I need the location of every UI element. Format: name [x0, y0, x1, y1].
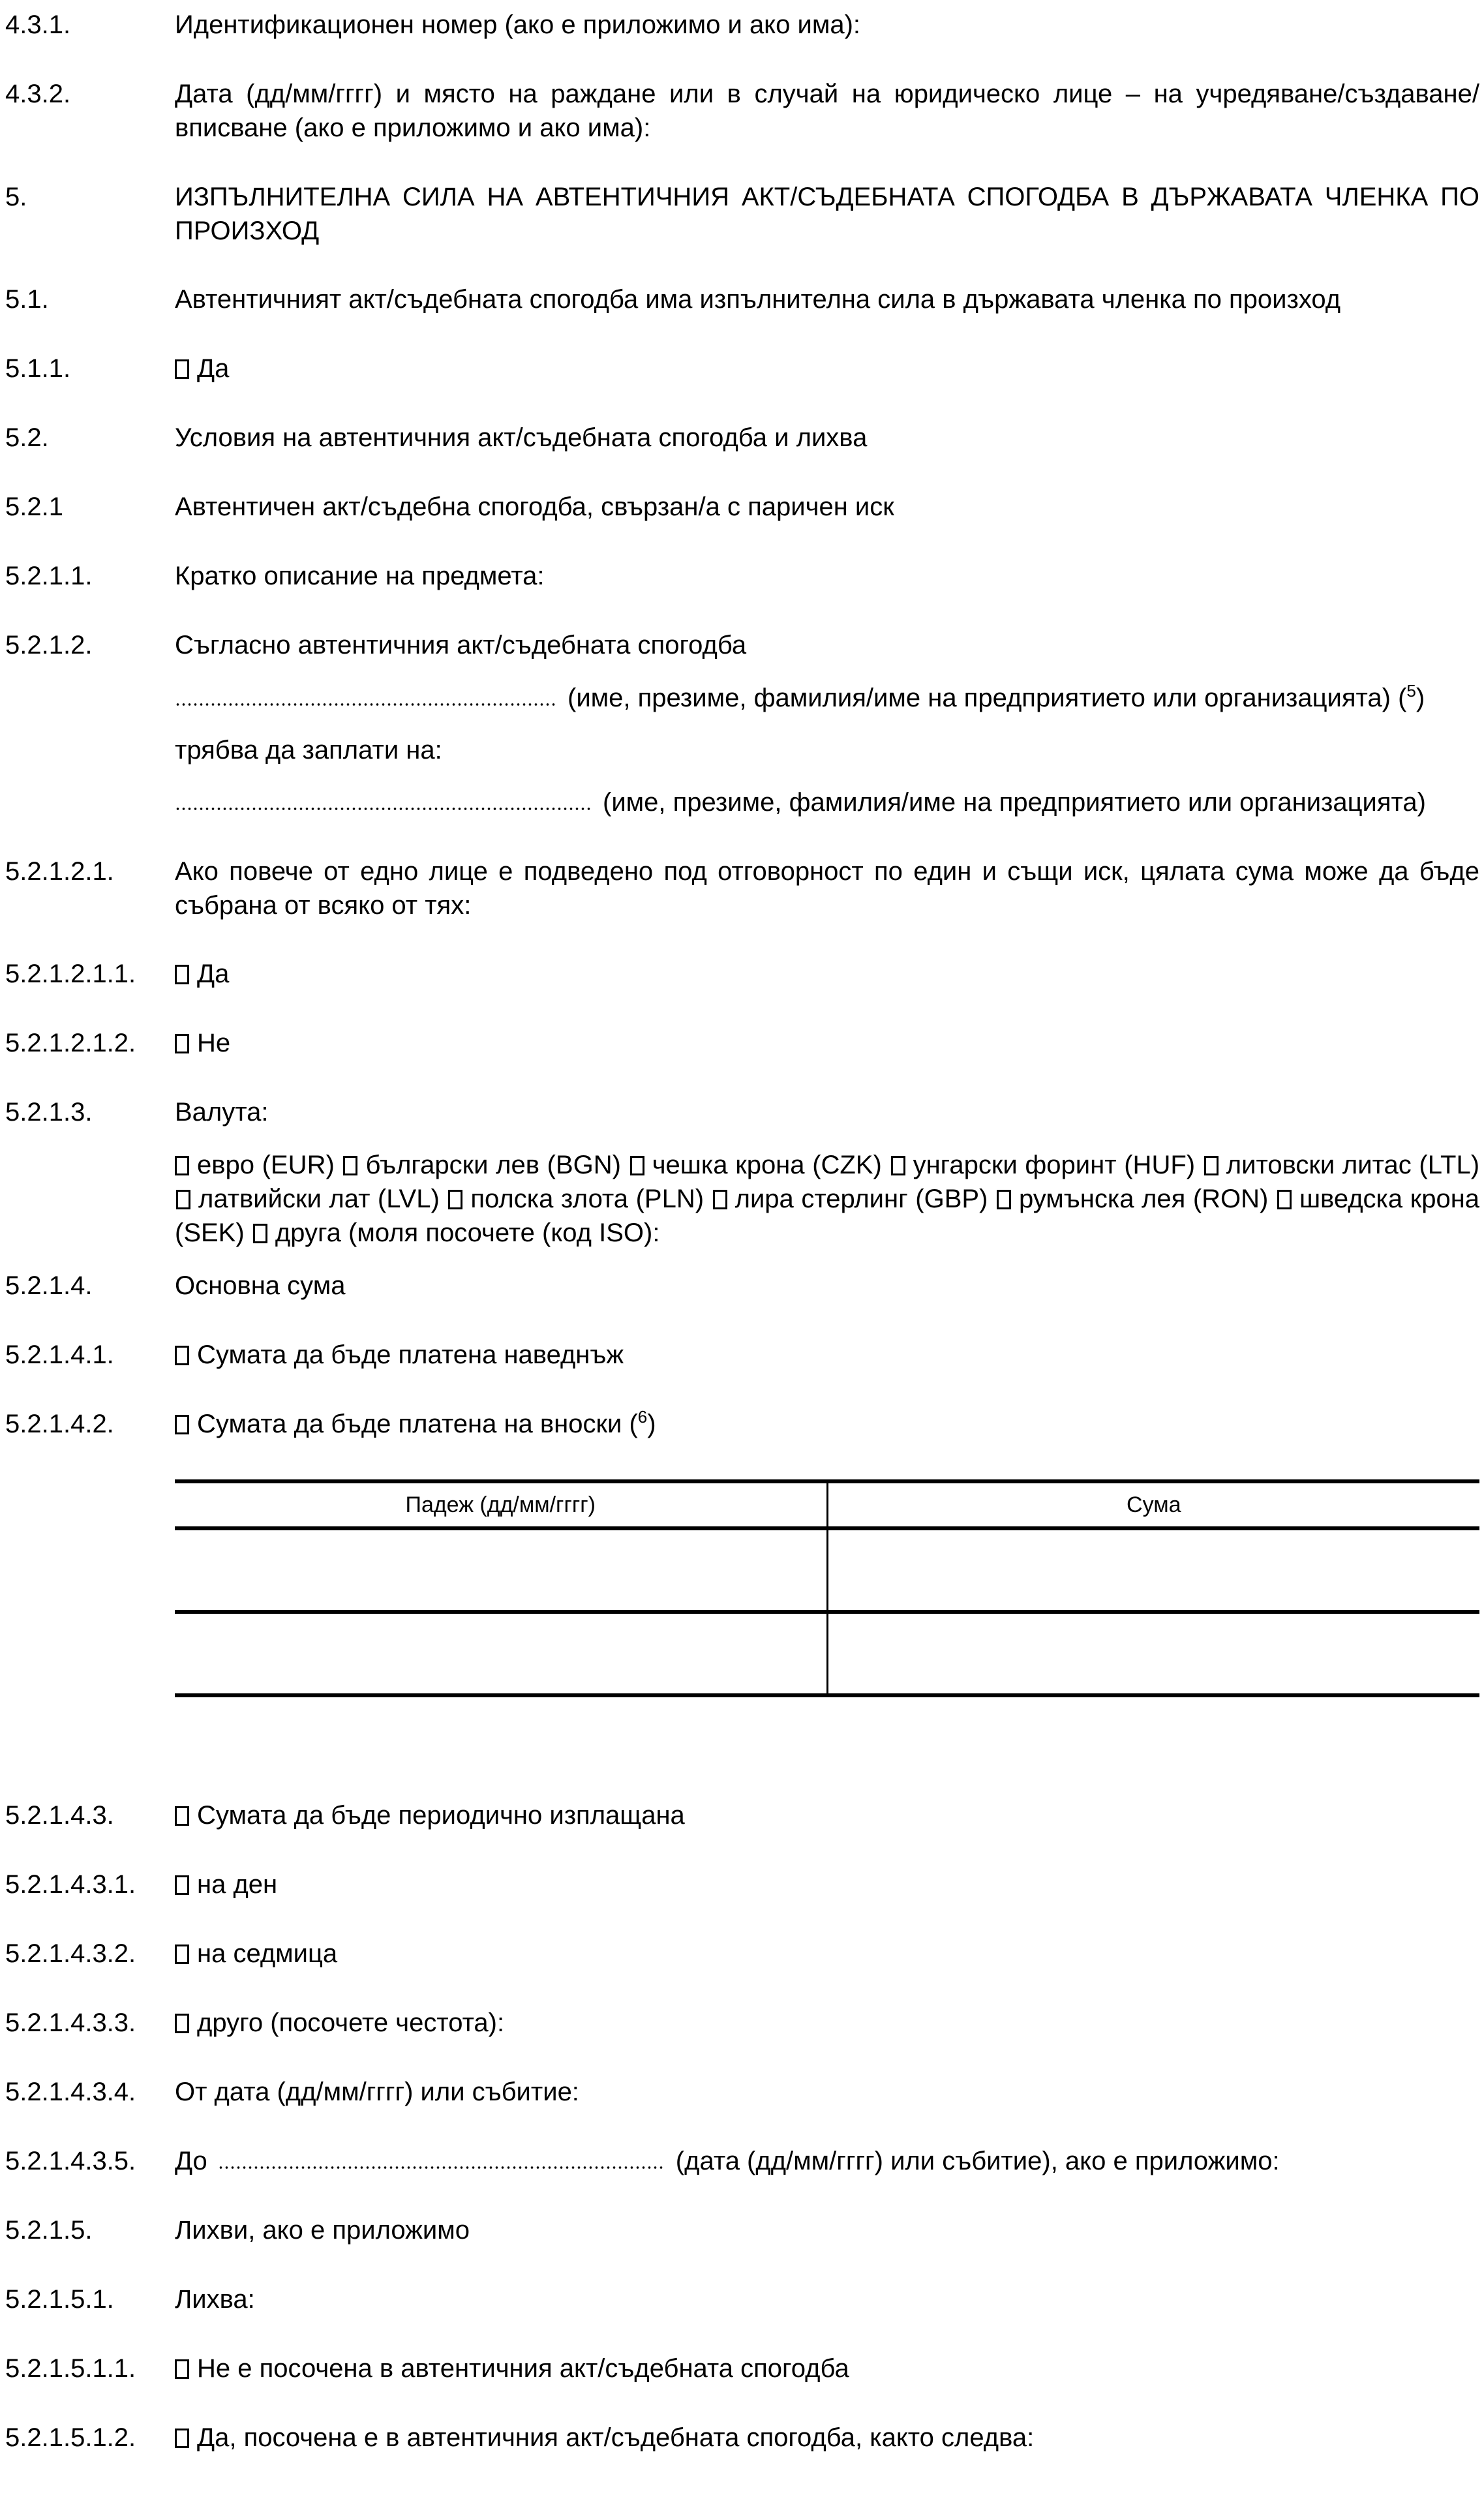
item-number: 5.2.1.2.1.1.: [5, 960, 136, 988]
debtor-name-caption: (име, презиме, фамилия/име на предприятието или организацията) (: [568, 684, 1407, 712]
creditor-name-field[interactable]: [175, 807, 592, 811]
currency-checkbox[interactable]: [1204, 1156, 1219, 1175]
item-number: 5.2.1.4.3.1.: [5, 1870, 136, 1899]
item-text: Съгласно автентичния акт/съдебната спогодба: [175, 631, 747, 659]
checkbox-label: Сумата да бъде периодично изплащана: [197, 1801, 685, 1830]
item-text: Условия на автентичния акт/съдебната спогодба и лихва: [175, 423, 868, 452]
item-number: 5.2.1.4.2.: [5, 1410, 114, 1438]
currency-checkbox[interactable]: [253, 1224, 267, 1243]
checkbox-label: Да: [197, 354, 230, 383]
currency-option-label: латвийски лат (LVL): [198, 1185, 440, 1213]
currency-option-label: друга (моля посочете (код ISO):: [275, 1218, 660, 1247]
checkbox-label: Не е посочена в автентичния акт/съдебната спогодба: [197, 2354, 849, 2383]
creditor-name-caption: (име, презиме, фамилия/име на предприятието или организацията): [603, 788, 1426, 817]
checkbox-label: Сумата да бъде платена на вноски (: [197, 1410, 638, 1438]
item-text: Автентичният акт/съдебната спогодба има изпълнителна сила в държавата членка по произход: [175, 285, 1341, 314]
paren-close: ): [647, 1410, 656, 1438]
due-date-cell[interactable]: [175, 1612, 827, 1695]
checkbox-yes[interactable]: [175, 965, 189, 984]
item-number: 5.2.1.5.1.1.: [5, 2354, 136, 2383]
debtor-name-field[interactable]: [175, 703, 557, 706]
item-text: Ако повече от едно лице е подведено под отговорност по един и същи иск, цялата сума може да бъде събрана от всяко от тях:: [175, 857, 1479, 920]
checkbox-yes[interactable]: [175, 359, 189, 379]
currency-list: [175, 1148, 1479, 1250]
currency-option-label: румънска лея (RON): [1018, 1185, 1269, 1213]
currency-option-label: лира стерлинг (GBP): [734, 1185, 988, 1213]
item-number: 5.2.1.1.: [5, 562, 93, 590]
checkbox-label: на ден: [197, 1870, 278, 1899]
due-date-cell[interactable]: [175, 1528, 827, 1612]
item-number: 5.1.: [5, 285, 49, 314]
checkbox-per-day[interactable]: [175, 1875, 189, 1895]
item-number: 4.3.1.: [5, 10, 71, 39]
item-text: Основна сума: [175, 1271, 346, 1300]
checkbox-per-week[interactable]: [175, 1945, 189, 1964]
item-text: Автентичен акт/съдебна спогодба, свързан/а с паричен иск: [175, 492, 894, 521]
item-number: 5.2.1.4.: [5, 1271, 93, 1300]
item-number: 5.2.1.2.: [5, 631, 93, 659]
checkbox-lump-sum[interactable]: [175, 1346, 189, 1365]
header-amount: Сума: [827, 1481, 1479, 1528]
item-number: 5.2.: [5, 423, 49, 452]
checkbox-installments[interactable]: [175, 1415, 189, 1434]
checkbox-periodic[interactable]: [175, 1806, 189, 1826]
checkbox-label: Да: [197, 960, 230, 988]
currency-checkbox[interactable]: [630, 1156, 644, 1175]
item-text: трябва да заплати на:: [175, 736, 442, 764]
currency-option-label: български лев (BGN): [365, 1151, 621, 1179]
currency-option-label: унгарски форинт (HUF): [913, 1151, 1196, 1179]
checkbox-label: на седмица: [197, 1939, 338, 1968]
header-due-date: Падеж (дд/мм/гггг): [175, 1481, 827, 1528]
item-text: Валута:: [175, 1098, 269, 1127]
currency-checkbox[interactable]: [343, 1156, 357, 1175]
currency-checkbox[interactable]: [1277, 1190, 1292, 1209]
item-text: Лихви, ако е приложимо: [175, 2216, 470, 2245]
amount-cell[interactable]: [827, 1528, 1479, 1612]
currency-checkbox[interactable]: [997, 1190, 1011, 1209]
amount-cell[interactable]: [827, 1612, 1479, 1695]
footnote-ref-6[interactable]: 6: [637, 1407, 648, 1427]
item-text: Дата (дд/мм/гггг) и място на раждане или в случай на юридическо лице – на учредяване/създаване/ вписване (ако е приложимо и ако има):: [175, 80, 1479, 142]
item-text: От дата (дд/мм/гггг) или събитие:: [175, 2078, 579, 2106]
item-number: 5.2.1.5.1.: [5, 2285, 114, 2314]
item-number: 5.2.1.2.1.2.: [5, 1029, 136, 1057]
currency-checkbox[interactable]: [891, 1156, 905, 1175]
item-number: 5.2.1.5.: [5, 2216, 93, 2245]
checkbox-label: Не: [197, 1029, 231, 1057]
checkbox-other-frequency[interactable]: [175, 2014, 189, 2033]
table-header-row: [175, 1481, 1479, 1528]
item-number: 5.: [5, 183, 27, 211]
currency-checkbox[interactable]: [175, 1156, 189, 1175]
item-number: 5.2.1.4.3.3.: [5, 2008, 136, 2037]
item-number: 5.2.1.5.1.2.: [5, 2423, 136, 2452]
paren-close: ): [1416, 684, 1425, 712]
table-row: [175, 1528, 1479, 1612]
checkbox-interest-specified[interactable]: [175, 2429, 189, 2448]
until-date-caption: (дата (дд/мм/гггг) или събитие), ако е приложимо:: [675, 2147, 1280, 2175]
currency-checkbox[interactable]: [176, 1190, 190, 1209]
item-number: 5.2.1.4.1.: [5, 1340, 114, 1369]
checkbox-label: Да, посочена е в автентичния акт/съдебната спогодба, както следва:: [197, 2423, 1035, 2452]
section-title: ИЗПЪЛНИТЕЛНА СИЛА НА АВТЕНТИЧНИЯ АКТ/СЪДЕБНАТА СПОГОДБА В ДЪРЖАВАТА ЧЛЕНКА ПО ПРОИЗХОД: [175, 183, 1479, 245]
currency-option-label: чешка крона (CZK): [652, 1151, 882, 1179]
checkbox-interest-not-specified[interactable]: [175, 2359, 189, 2379]
until-date-field[interactable]: [218, 2166, 665, 2170]
checkbox-label: Сумата да бъде платена наведнъж: [197, 1340, 624, 1369]
item-number: 5.2.1: [5, 492, 63, 521]
item-text: Идентификационен номер (ако е приложимо и ако има):: [175, 10, 861, 39]
item-number: 5.1.1.: [5, 354, 71, 383]
item-text: Кратко описание на предмета:: [175, 562, 545, 590]
currency-checkbox[interactable]: [713, 1190, 727, 1209]
item-number: 5.2.1.4.3.: [5, 1801, 114, 1830]
currency-option-label: шведска крона (SEK): [175, 1185, 1480, 1247]
until-label: До: [175, 2147, 207, 2175]
checkbox-label: друго (посочете честота):: [197, 2008, 505, 2037]
currency-option-label: полска злота (PLN): [470, 1185, 704, 1213]
item-number: 5.2.1.2.1.: [5, 857, 114, 886]
item-number: 5.2.1.4.3.2.: [5, 1939, 136, 1968]
item-number: 5.2.1.3.: [5, 1098, 93, 1127]
footnote-ref-5[interactable]: 5: [1406, 681, 1416, 701]
checkbox-no[interactable]: [175, 1034, 189, 1053]
currency-option-label: евро (EUR): [197, 1151, 335, 1179]
table-row: [175, 1612, 1479, 1695]
installments-table: [175, 1479, 1479, 1697]
currency-option-label: литовски литас (LTL): [1226, 1151, 1480, 1179]
currency-checkbox[interactable]: [448, 1190, 462, 1209]
item-number: 5.2.1.4.3.4.: [5, 2078, 136, 2106]
item-number: 4.3.2.: [5, 80, 71, 108]
item-text: Лихва:: [175, 2285, 255, 2314]
item-number: 5.2.1.4.3.5.: [5, 2147, 136, 2175]
